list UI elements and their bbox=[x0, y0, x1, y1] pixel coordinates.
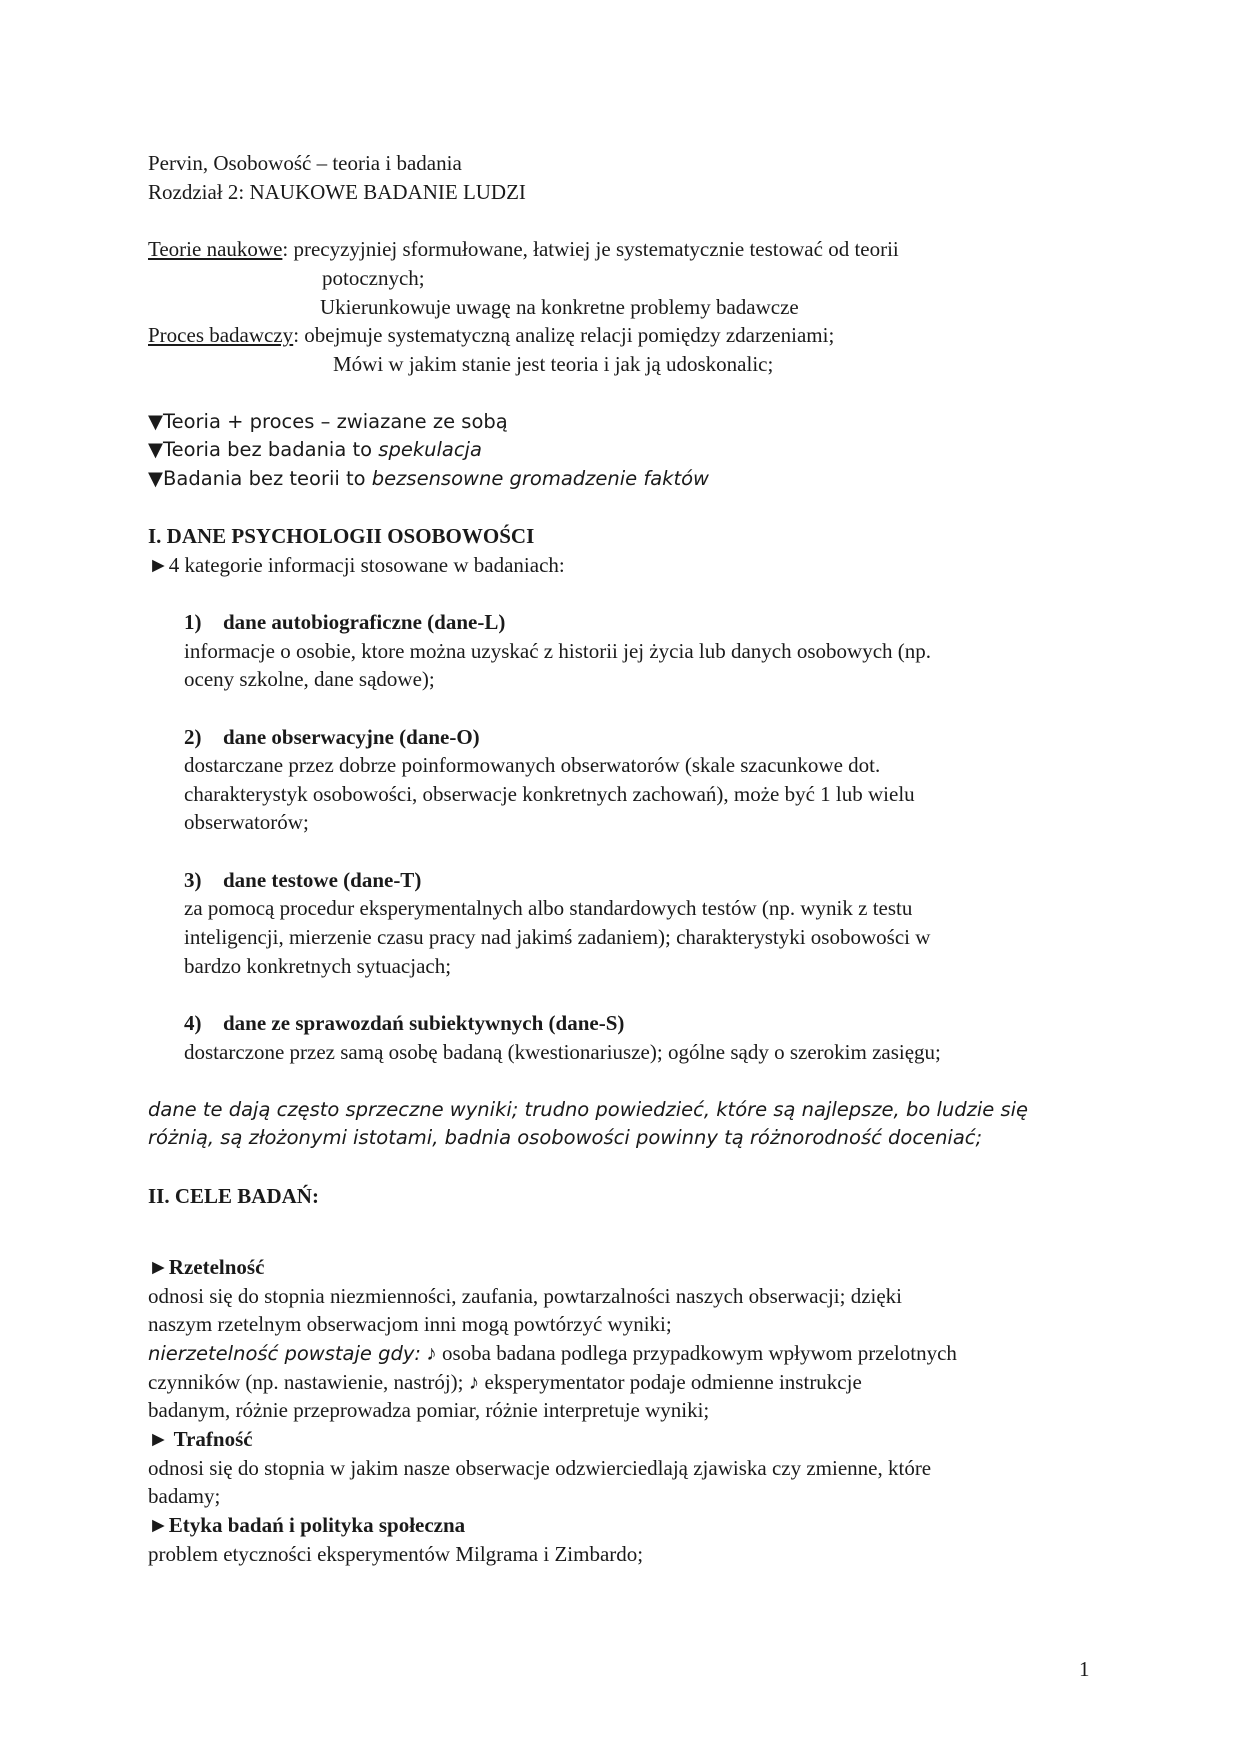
bullet-line: ▼Teoria + proces – zwiazane ze sobą bbox=[148, 410, 508, 433]
list-item-text: informacje o osobie, ktore można uzyskać z historii jej życia lub danych osobowych (np. bbox=[184, 639, 932, 663]
subsection-title: ► Trafność bbox=[148, 1427, 253, 1451]
list-item-heading: dane testowe (dane-T) bbox=[223, 868, 422, 892]
proces-text: : obejmuje systematyczną analizę relacji pomiędzy zdarzeniami; bbox=[293, 323, 835, 347]
chapter-title-line: Rozdział 2: NAUKOWE BADANIE LUDZI bbox=[148, 180, 526, 204]
paragraph-line: badanym, różnie przeprowadza pomiar, różnie interpretuje wyniki; bbox=[148, 1398, 710, 1422]
proces-definition bbox=[148, 321, 834, 349]
paragraph-line: naszym rzetelnym obserwacjom inni mogą powtórzyć wyniki; bbox=[148, 1312, 672, 1336]
list-item-text: dostarczane przez dobrze poinformowanych obserwatorów (skale szacunkowe dot. bbox=[184, 753, 881, 777]
subsection-title: ►Rzetelność bbox=[148, 1255, 265, 1279]
section-heading: I. DANE PSYCHOLOGII OSOBOWOŚCI bbox=[148, 524, 535, 548]
list-item-text: obserwatorów; bbox=[184, 810, 309, 834]
teorie-continuation: potocznych; bbox=[322, 266, 425, 290]
proces-continuation: Mówi w jakim stanie jest teoria i jak ją udoskonalic; bbox=[333, 352, 774, 376]
list-item-text: inteligencji, mierzenie czasu pracy nad jakimś zadaniem); charakterystyki osobowości w bbox=[184, 925, 931, 949]
section-note: różnią, są złożonymi istotami, badnia osobowości powinny tą różnorodność doceniać; bbox=[148, 1126, 983, 1149]
list-item-text: bardzo konkretnych sytuacjach; bbox=[184, 954, 452, 978]
section-heading: II. CELE BADAŃ: bbox=[148, 1184, 319, 1208]
list-item-number: 2) bbox=[184, 725, 202, 749]
list-item-title bbox=[184, 866, 422, 894]
paragraph-line: odnosi się do stopnia niezmienności, zaufania, powtarzalności naszych obserwacji; dzięki bbox=[148, 1284, 903, 1308]
paragraph-line: odnosi się do stopnia w jakim nasze obserwacje odzwierciedlają zjawiska czy zmienne, które bbox=[148, 1456, 932, 1480]
bullet-line bbox=[148, 465, 709, 493]
list-item-number: 1) bbox=[184, 610, 202, 634]
section-lead: ►4 kategorie informacji stosowane w badaniach: bbox=[148, 553, 565, 577]
list-item-heading: dane obserwacyjne (dane-O) bbox=[223, 725, 480, 749]
paragraph-line: badamy; bbox=[148, 1484, 221, 1508]
bullet-line bbox=[148, 436, 482, 464]
list-item-text: dostarczone przez samą osobę badaną (kwestionariusze); ogólne sądy o szerokim zasięgu; bbox=[184, 1040, 941, 1064]
list-item-text: oceny szkolne, dane sądowe); bbox=[184, 667, 435, 691]
teorie-text: : precyzyjniej sformułowane, łatwiej je systematycznie testować od teorii bbox=[282, 237, 899, 261]
page-number: 1 bbox=[1079, 1657, 1090, 1681]
list-item-text: za pomocą procedur eksperymentalnych albo standardowych testów (np. wynik z testu bbox=[184, 896, 913, 920]
paragraph-line: czynników (np. nastawienie, nastrój); ♪ eksperymentator podaje odmienne instrukcje bbox=[148, 1370, 862, 1394]
proces-label: Proces badawczy bbox=[148, 323, 294, 347]
paragraph-line bbox=[148, 1339, 957, 1368]
list-item-title bbox=[184, 723, 480, 751]
bullet-emphasis: bezsensowne gromadzenie faktów bbox=[371, 467, 710, 490]
bullet-text: ▼Teoria bez badania to bbox=[148, 438, 379, 461]
teorie-continuation: Ukierunkowuje uwagę na konkretne problemy badawcze bbox=[320, 295, 799, 319]
list-item-number: 3) bbox=[184, 868, 202, 892]
section-note: dane te dają często sprzeczne wyniki; trudno powiedzieć, które są najlepsze, bo ludzie się bbox=[148, 1098, 1029, 1121]
list-item-number: 4) bbox=[184, 1011, 202, 1035]
list-item-title bbox=[184, 608, 506, 636]
teorie-label: Teorie naukowe bbox=[148, 237, 283, 261]
bullet-text: ▼Badania bez teorii to bbox=[148, 467, 372, 490]
list-item-heading: dane autobiograficzne (dane-L) bbox=[223, 610, 506, 634]
subsection-title: ►Etyka badań i polityka społeczna bbox=[148, 1513, 466, 1537]
paragraph-text: ♪ osoba badana podlega przypadkowym wpływom przelotnych bbox=[420, 1341, 957, 1365]
emphasis-text: nierzetelność powstaje gdy: bbox=[148, 1342, 421, 1365]
bullet-emphasis: spekulacja bbox=[378, 438, 482, 461]
paragraph-line: problem etyczności eksperymentów Milgrama i Zimbardo; bbox=[148, 1542, 644, 1566]
list-item-title bbox=[184, 1009, 625, 1037]
teorie-definition bbox=[148, 235, 899, 263]
list-item-text: charakterystyk osobowości, obserwacje konkretnych zachowań), może być 1 lub wielu bbox=[184, 782, 915, 806]
list-item-heading: dane ze sprawozdań subiektywnych (dane-S) bbox=[223, 1011, 625, 1035]
doc-title-line: Pervin, Osobowość – teoria i badania bbox=[148, 151, 462, 175]
